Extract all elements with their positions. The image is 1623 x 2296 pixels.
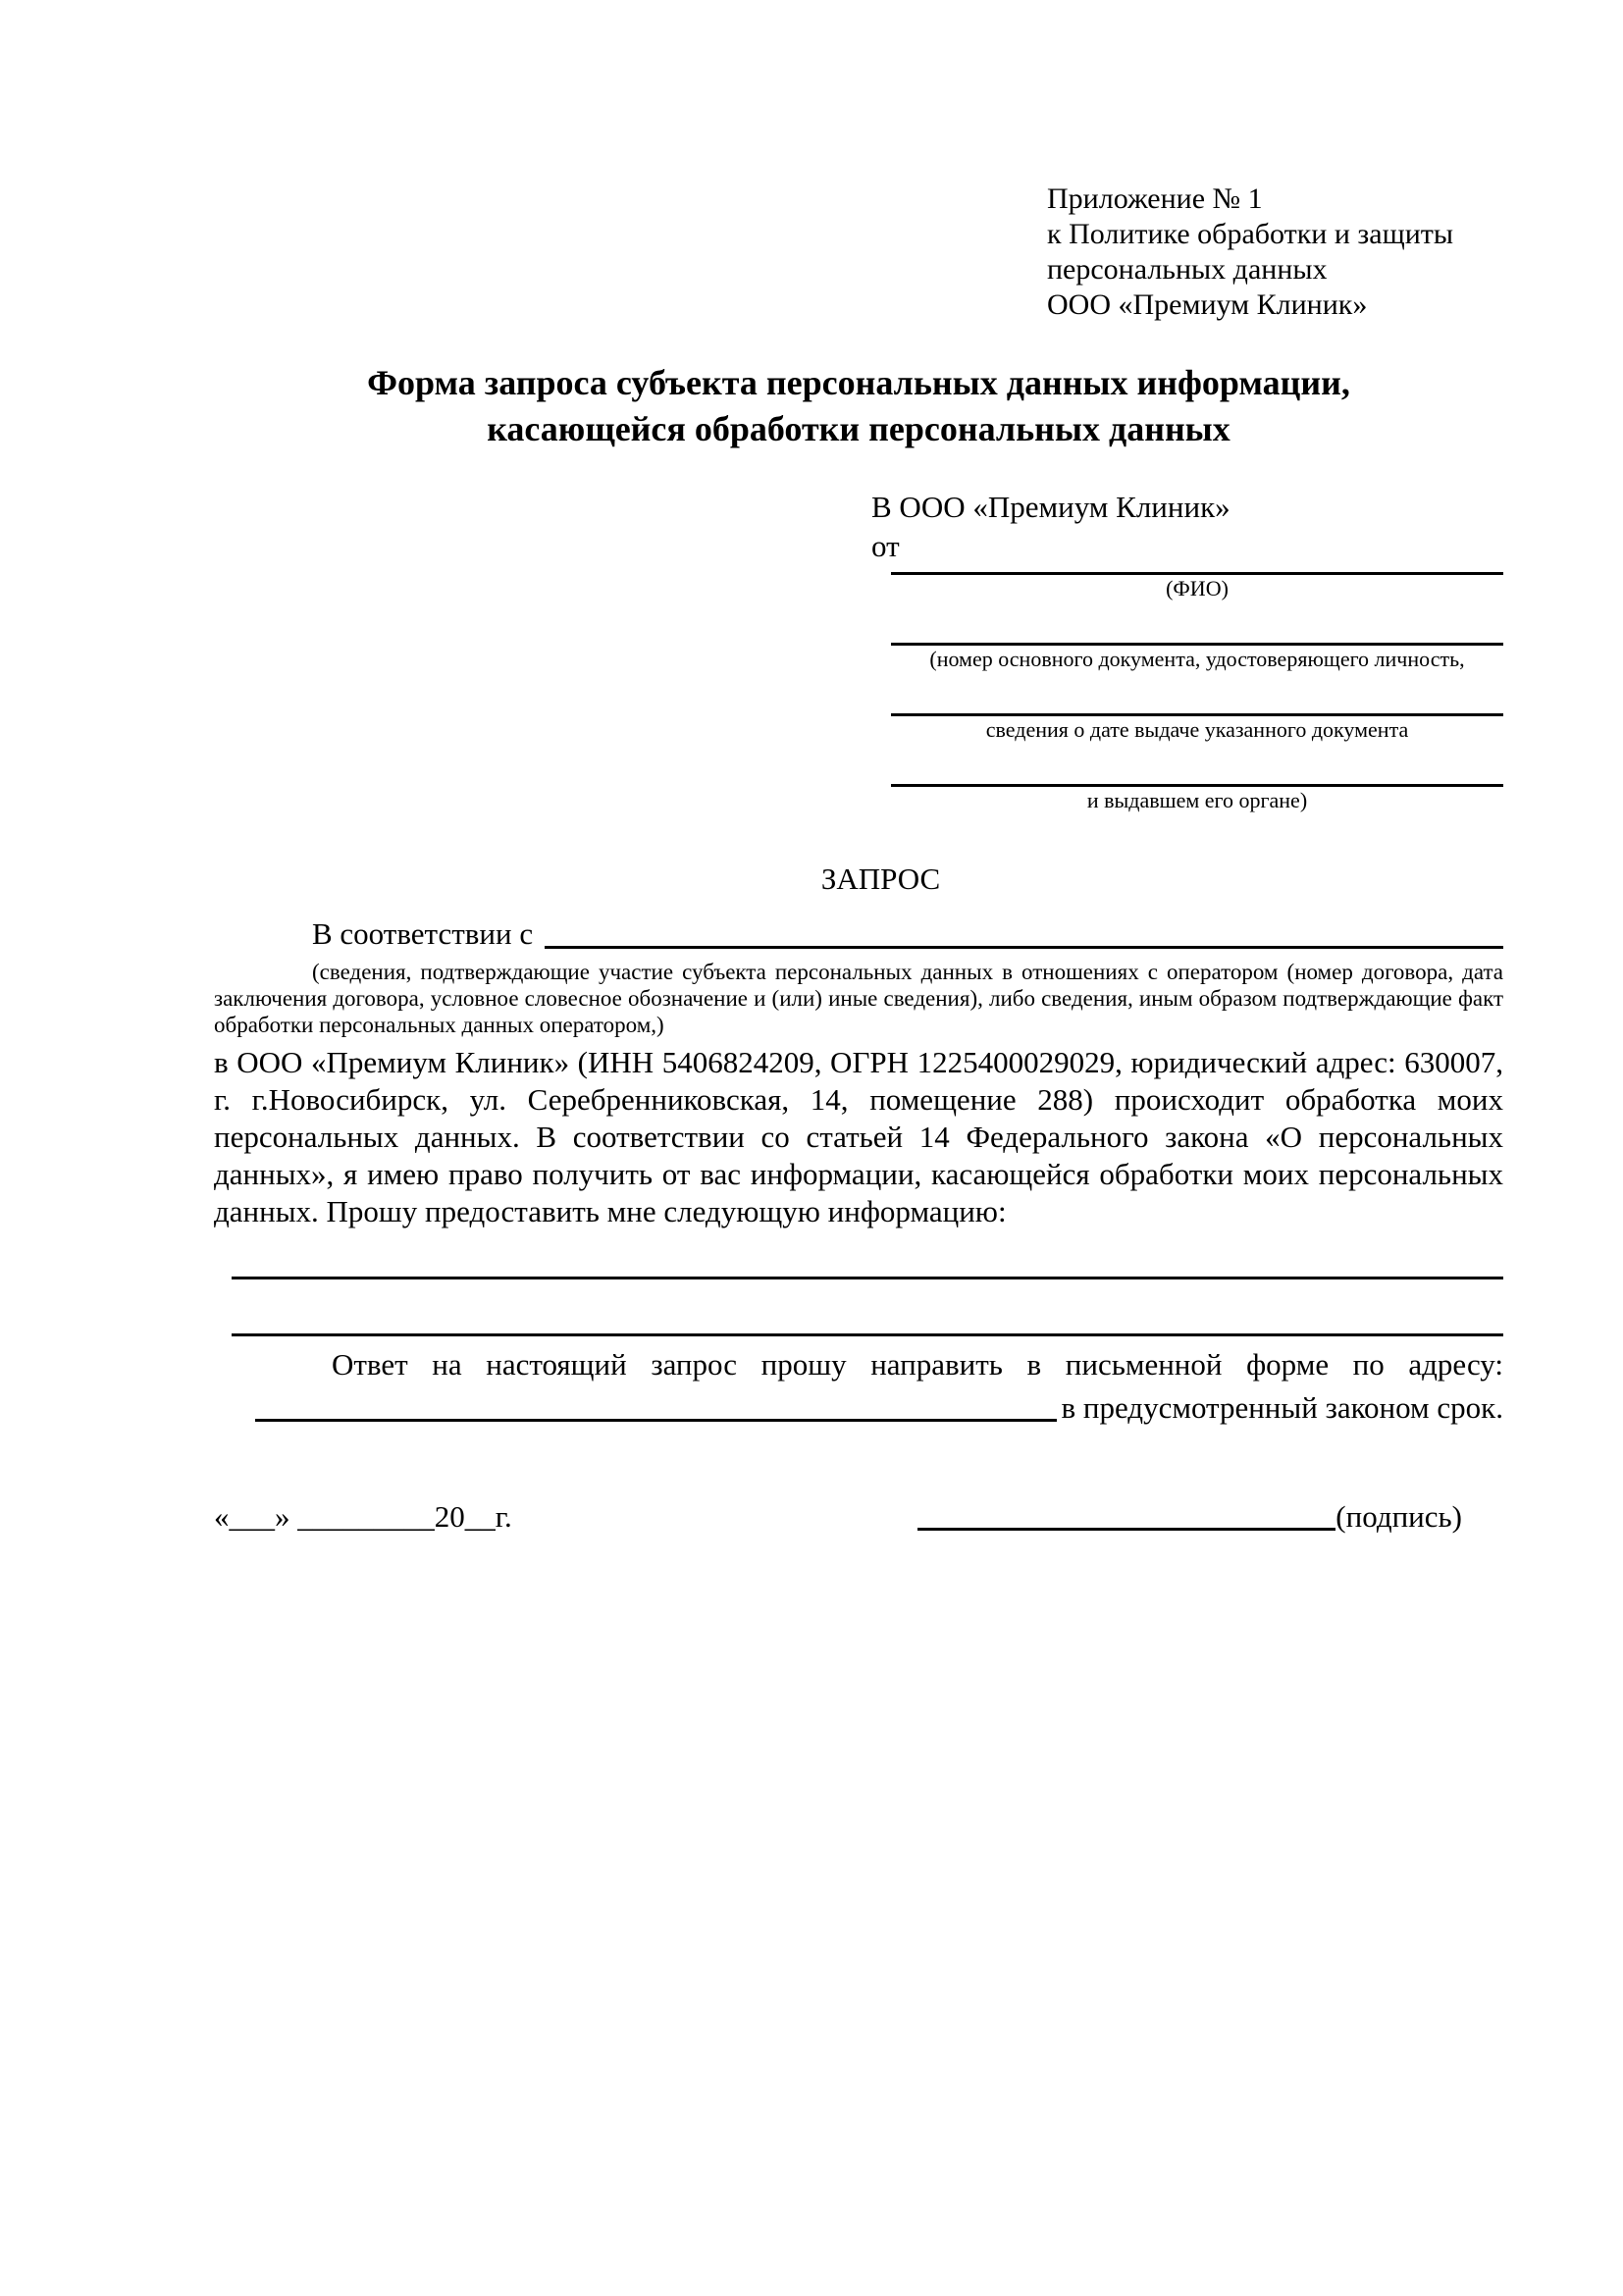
accordance-lead-text: В соответствии с <box>312 916 534 951</box>
signature-group <box>917 1497 1462 1537</box>
accordance-blank-line <box>545 946 1503 949</box>
document-title <box>214 360 1503 452</box>
appendix-line: к Политике обработки и защиты <box>1047 218 1454 250</box>
reply-tail-text: в предусмотренный законом срок. <box>1061 1390 1503 1425</box>
accordance-note: (сведения, подтверждающие участие субъекта персональных данных в отношениях с оператором (номер договора, дата заключения договора, условное словесное обозначение и (или) иные сведения), либо сведения, иным образом подтверждающие факт обработки персональных данных оператором,) <box>214 960 1503 1037</box>
reply-paragraph: Ответ на настоящий запрос прошу направить в письменной форме по адресу: <box>332 1347 1503 1382</box>
fio-field <box>891 566 1503 601</box>
info-blank-line-2 <box>232 1333 1503 1336</box>
doc-issuer-field-line <box>891 778 1503 787</box>
signature-blank-line <box>917 1528 1335 1531</box>
doc-number-caption: (номер основного документа, удостоверяющего личность, <box>929 647 1465 671</box>
address-blank-line <box>255 1419 1057 1422</box>
doc-date-caption: сведения о дате выдаче указанного документа <box>985 717 1409 742</box>
request-heading: ЗАПРОС <box>820 861 941 896</box>
addressee-to: В ООО «Премиум Клиник» <box>871 490 1230 524</box>
signature-caption: (подпись) <box>1335 1499 1462 1534</box>
accordance-row <box>214 915 1503 953</box>
appendix-line: Приложение № 1 <box>1047 183 1263 215</box>
doc-date-field-line <box>891 707 1503 716</box>
appendix-line: ООО «Премиум Клиник» <box>1047 288 1368 321</box>
addressee-from: от <box>871 529 900 563</box>
appendix-block <box>1047 182 1503 323</box>
body-paragraph: в ООО «Премиум Клиник» (ИНН 5406824209, ОГРН 1225400029029, юридический адрес: 630007, г. г.Новосибирск, ул. Серебренниковская, 14, помещение 288) происходит обработка моих персональных данных. В соответствии со статьей 14 Федерального закона «О персональных данных», я имею право получить от вас информации, касающейся обработки моих персональных данных. Прошу предоставить мне следующую информацию: <box>214 1045 1503 1228</box>
title-line-2: касающейся обработки персональных данных <box>487 409 1230 448</box>
addressee-block <box>871 488 1503 813</box>
appendix-line: персональных данных <box>1047 253 1328 286</box>
doc-number-field-line <box>891 637 1503 646</box>
doc-issuer-caption: и выдавшем его органе) <box>1086 788 1308 812</box>
date-field: «___» _________20__г. <box>214 1499 512 1534</box>
fio-field-line <box>891 566 1503 575</box>
reply-address-row <box>214 1389 1503 1427</box>
signature-row <box>214 1497 1503 1537</box>
fio-caption: (ФИО) <box>1166 576 1229 600</box>
doc-issuer-field <box>891 778 1503 813</box>
info-blank-line-1 <box>232 1277 1503 1279</box>
doc-date-field <box>891 707 1503 743</box>
title-line-1: Форма запроса субъекта персональных данных информации, <box>367 363 1350 402</box>
doc-number-field <box>891 637 1503 672</box>
